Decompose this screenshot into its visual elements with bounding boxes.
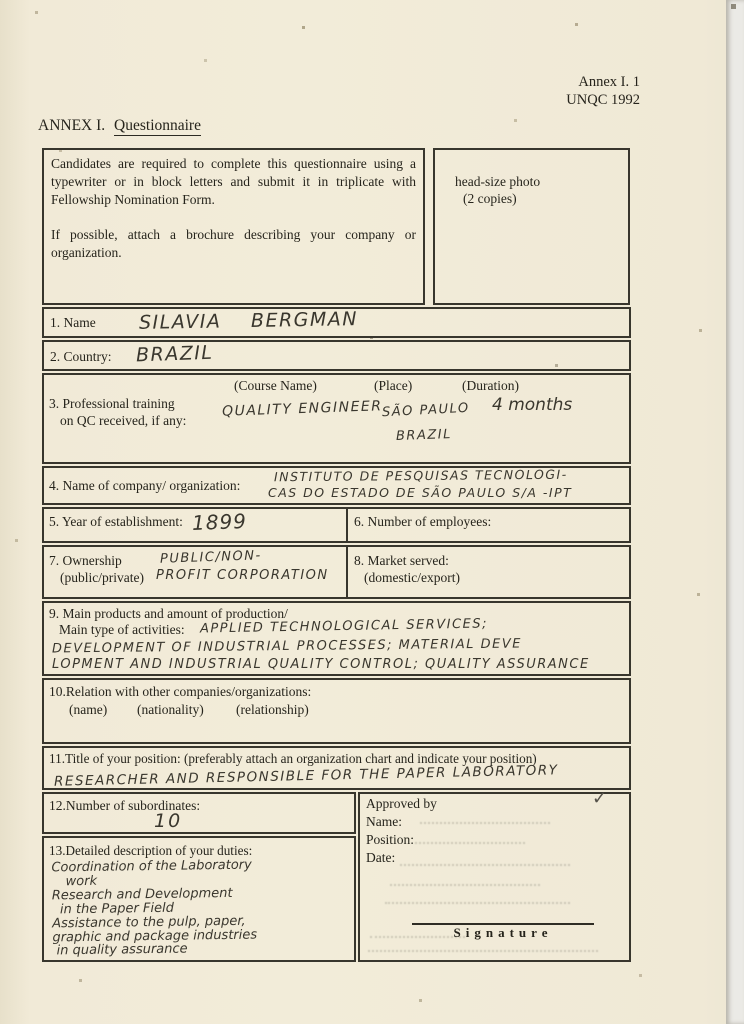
duties-line: Assistance to the pulp, paper,: [52, 913, 246, 932]
training-course-value: QUALITY ENGINEER: [221, 398, 383, 420]
position-value: RESEARCHER AND RESPONSIBLE FOR THE PAPER LABORATORY: [53, 762, 559, 790]
ghost-smudge: [415, 842, 525, 844]
training-label-line1: 3. Professional training: [49, 396, 175, 411]
ownership-value-line2: PROFIT CORPORATION: [156, 568, 329, 583]
field-relation-row: [42, 678, 631, 744]
position-label: 11.Title of your position: (preferably attach an organization chart and indicate your position): [49, 751, 537, 766]
year-label: 5. Year of establishment:: [49, 514, 183, 529]
ownership-value-line1: PUBLIC/NON-: [159, 548, 262, 567]
year-value: 1899: [191, 509, 248, 535]
approval-box: [358, 788, 631, 962]
duties-label: 13.Detailed description of your duties:: [49, 843, 253, 858]
signature-label: Signature: [453, 925, 553, 940]
ghost-smudge: [390, 884, 540, 886]
check-mark-icon: ✓: [592, 788, 608, 809]
training-duration-value: 4 months: [492, 395, 573, 415]
subordinates-label: 12.Number of subordinates:: [49, 798, 201, 813]
approved-date-label: Date:: [366, 850, 396, 865]
training-place-value-line2: BRAZIL: [395, 427, 453, 444]
photo-box: [433, 148, 630, 305]
instructions-para2: If possible, attach a brochure describing your company or organization.: [51, 227, 416, 260]
training-label-line2: on QC received, if any:: [60, 413, 187, 428]
relation-relationship-header: (relationship): [236, 702, 309, 717]
ownership-label-line1: 7. Ownership: [49, 553, 122, 568]
relation-nationality-header: (nationality): [137, 702, 204, 717]
field-company-row: [42, 466, 631, 505]
duties-value: [51, 859, 257, 959]
row78-divider: [346, 547, 348, 597]
duties-line: Coordination of the Laboratory: [51, 857, 252, 876]
paper-specks: [0, 0, 1, 1]
training-place-value-line1: SÃO PAULO: [381, 400, 471, 421]
duties-line: graphic and package industries: [52, 927, 258, 945]
field-position-row: [42, 746, 631, 790]
relation-name-header: (name): [69, 702, 108, 717]
place-header: (Place): [374, 378, 413, 393]
page-title-underlined: Questionnaire: [114, 117, 201, 134]
photo-label-line2: (2 copies): [463, 191, 517, 206]
ghost-smudge: [420, 822, 550, 824]
annex-ref-line1: Annex I. 1: [578, 74, 640, 90]
products-label-line1: 9. Main products and amount of production/: [49, 606, 288, 621]
field-name-row: [42, 307, 631, 338]
company-value-line2: CAS DO ESTADO DE SÃO PAULO S/A -IPT: [268, 485, 573, 500]
name-value: SILAVIA BERGMAN: [138, 308, 359, 334]
duties-line: work: [65, 873, 98, 890]
products-value-line1: APPLIED TECHNOLOGICAL SERVICES;: [199, 616, 489, 637]
field-main-products-row: [42, 601, 631, 676]
field-ownership-market-row: [42, 545, 631, 599]
field-duties-row: [42, 836, 356, 962]
instructions-para1: Candidates are required to complete this questionnaire using a typewriter or in block letters and submit it in triplicate with Fellowship Nomination Form.: [51, 156, 416, 207]
instructions-box: [42, 148, 425, 305]
employees-label: 6. Number of employees:: [354, 514, 492, 529]
photo-label-line1: head-size photo: [455, 174, 541, 189]
country-value: BRAZIL: [135, 341, 214, 367]
market-label-line1: 8. Market served:: [354, 553, 449, 568]
field-year-employees-row: [42, 507, 631, 543]
company-value-line1: INSTITUTO DE PESQUISAS TECNOLOGI-: [273, 466, 568, 485]
products-value-line3: LOPMENT AND INDUSTRIAL QUALITY CONTROL; QUALITY ASSURANCE: [52, 657, 590, 672]
field-training-row: [42, 373, 631, 464]
company-label: 4. Name of company/ organization:: [49, 478, 241, 493]
products-value-line2: DEVELOPMENT OF INDUSTRIAL PROCESSES; MATERIAL DEVE: [51, 636, 523, 657]
ghost-smudge: [400, 864, 570, 866]
relation-label: 10.Relation with other companies/organizations:: [49, 684, 312, 699]
approved-position-label: Position:: [366, 832, 415, 847]
duties-line: Research and Development: [51, 885, 233, 904]
approved-by-label: Approved by: [366, 796, 437, 811]
market-label-line2: (domestic/export): [364, 570, 460, 585]
products-label-line2: Main type of activities:: [59, 622, 185, 637]
row56-divider: [346, 509, 348, 541]
field-country-row: [42, 340, 631, 371]
ghost-smudge: [385, 902, 570, 904]
duties-line: in the Paper Field: [59, 900, 175, 918]
duration-header: (Duration): [462, 378, 519, 393]
field-subordinates-row: [42, 792, 356, 834]
annex-reference: [480, 73, 640, 109]
ownership-label-line2: (public/private): [60, 570, 144, 585]
duties-line: in quality assurance: [56, 941, 188, 959]
country-label: 2. Country:: [50, 349, 112, 364]
course-name-header: (Course Name): [234, 378, 317, 393]
subordinates-value: 10: [154, 810, 183, 832]
page-title-prefix: ANNEX I.: [38, 117, 106, 134]
page-title: [38, 117, 201, 135]
approved-name-label: Name:: [366, 814, 402, 829]
annex-ref-line2: UNQC 1992: [566, 92, 640, 109]
scanner-edge: [726, 0, 744, 1024]
ghost-smudge: [368, 950, 598, 952]
name-label: 1. Name: [50, 315, 96, 330]
